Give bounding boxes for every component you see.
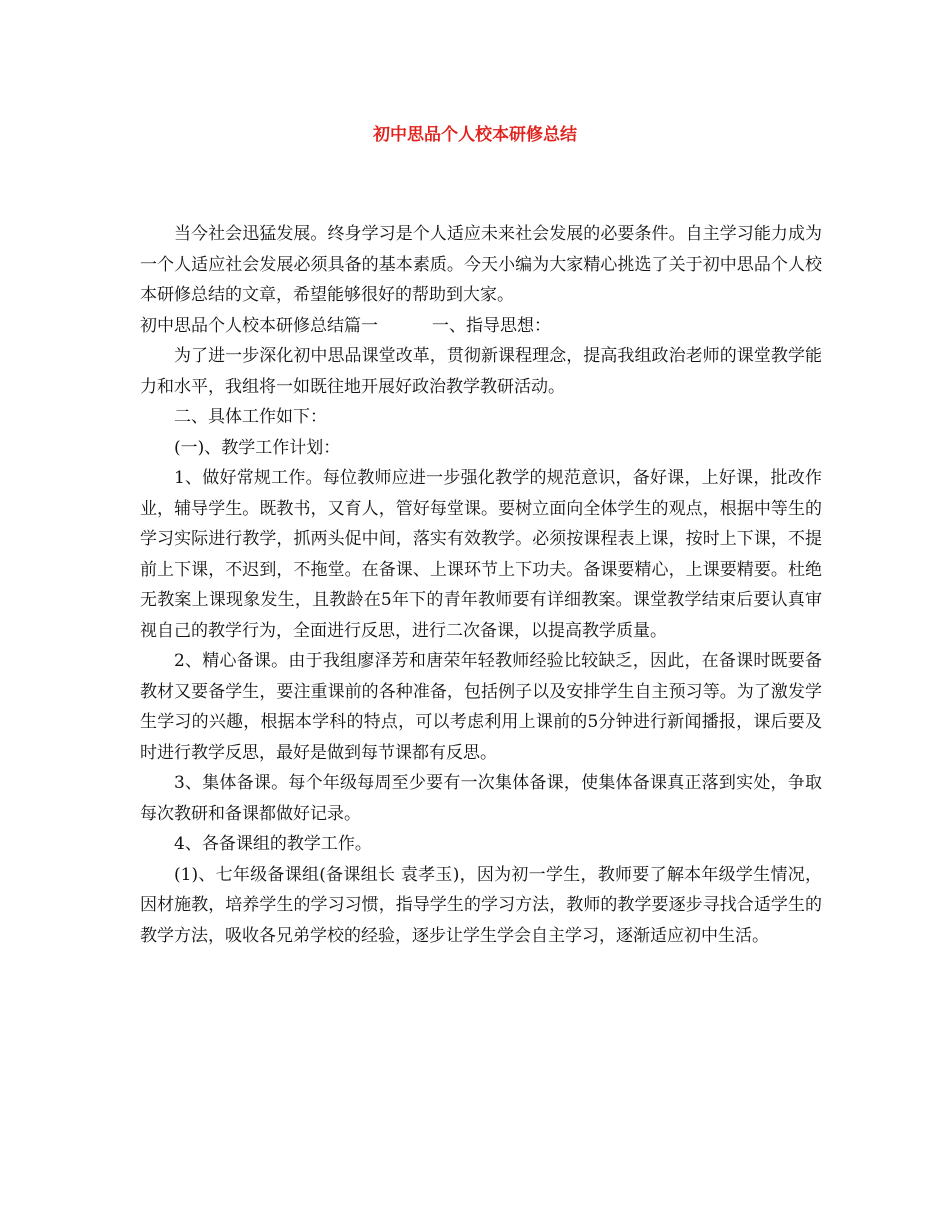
paragraph-routine-work: 1、做好常规工作。每位教师应进一步强化教学的规范意识，备好课，上好课，批改作业，辅导学生。既教书，又育人，管好每堂课。要树立面向全体学生的观点，根据中等生的学习实际进行教学，抓两头促中间，落实有效教学。必须按课程表上课，按时上下课，不提前上下课，不迟到，不拖堂。在备课、上课环节上下功夫。备课要精心，上课要精要。杜绝无教案上课现象发生，且教龄在5年下的青年教师要有详细教案。课堂教学结束后要认真审视自己的教学行为，全面进行反思，进行二次备课，以提高教学质量。 bbox=[140, 468, 822, 641]
section-heading: 初中思品个人校本研修总结篇一 bbox=[140, 315, 378, 336]
paragraph-group-prep: 3、集体备课。每个年级每周至少要有一次集体备课，使集体备课真正落到实处，争取每次教研和备课都做好记录。 bbox=[140, 773, 822, 824]
document-body bbox=[140, 219, 822, 951]
paragraph-lesson-prep: 2、精心备课。由于我组廖泽芳和唐荣年轻教师经验比较缺乏，因此，在备课时既要备教材又要备学生，要注重课前的各种准备，包括例子以及安排学生自主预习等。为了激发学生学习的兴趣，根据本学科的特点，可以考虑利用上课前的5分钟进行新闻播报，课后要及时进行教学反思，最好是做到每节课都有反思。 bbox=[140, 651, 822, 763]
paragraph-teaching-plan-heading: (一)、教学工作计划： bbox=[174, 437, 341, 458]
intro-paragraph: 当今社会迅猛发展。终身学习是个人适应未来社会发展的必要条件。自主学习能力成为一个人适应社会发展必须具备的基本素质。今天小编为大家精心挑选了关于初中思品个人校本研修总结的文章，希望能够很好的帮助到大家。 bbox=[140, 224, 822, 305]
paragraph-group-work-heading: 4、各备课组的教学工作。 bbox=[174, 834, 372, 854]
guiding-ideology-heading: 一、指导思想： bbox=[432, 315, 551, 336]
paragraph-grade7-group: (1)、七年级备课组(备课组长 袁孝玉)，因为初一学生，教师要了解本年级学生情况，因材施教，培养学生的学习习惯，指导学生的学习方法，教师的教学要逐步寻找合适学生的教学方法，吸收各兄弟学校的经验，逐步让学生学会自主学习，逐渐适应初中生活。 bbox=[140, 864, 822, 946]
paragraph-work-heading: 二、具体工作如下： bbox=[174, 407, 327, 427]
document-title: 初中思品个人校本研修总结 bbox=[373, 125, 577, 145]
section-heading-line bbox=[140, 311, 822, 342]
paragraph-goal: 为了进一步深化初中思品课堂改革，贯彻新课程理念，提高我组政治老师的课堂教学能力和水平，我组将一如既往地开展好政治教学教研活动。 bbox=[140, 346, 822, 397]
